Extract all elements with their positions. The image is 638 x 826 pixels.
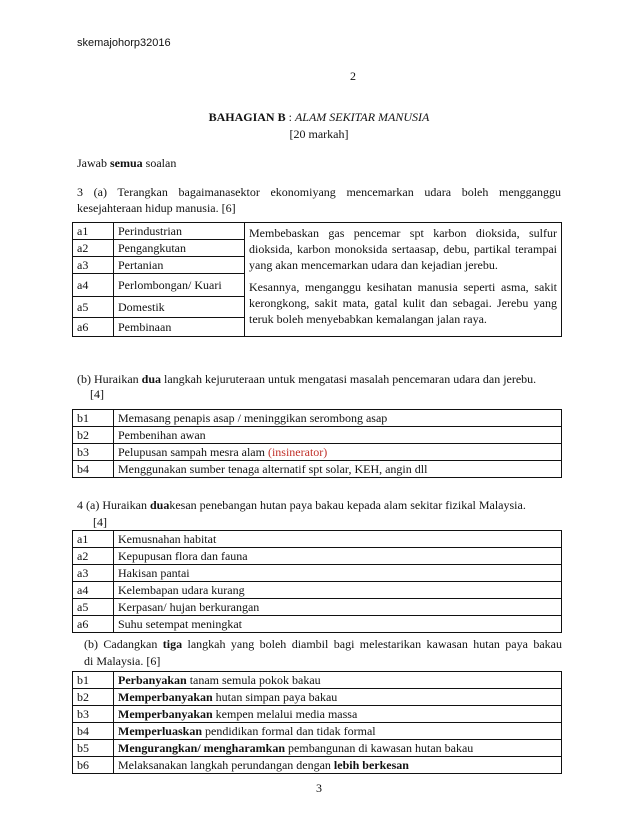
q3a-explanation-cell: [245, 223, 562, 337]
row-code: a4: [73, 582, 114, 599]
row-text-highlight: (insinerator): [267, 445, 328, 459]
row-code: a6: [73, 616, 114, 633]
q4a-post: kesan penebangan hutan paya bakau kepada alam sekitar fizikal Malaysia.: [169, 498, 526, 512]
row-text-main: Pelupusan sampah mesra alam: [118, 445, 268, 459]
row-text: [114, 706, 562, 723]
row-text-bold: Perbanyakan: [118, 673, 187, 687]
section-title-bold: BAHAGIAN B: [208, 110, 286, 124]
row-text-bold: Mengurangkan/ mengharamkan: [118, 741, 286, 755]
q3a-line1: 3 (a) Terangkan bagaimanasektor ekonomiyang mencemarkan udara boleh mengganggu: [77, 185, 561, 199]
row-text-bold: Memperbanyakan: [118, 707, 213, 721]
row-code: a3: [73, 565, 114, 582]
table-row: [73, 689, 562, 706]
q3b-pre: (b) Huraikan: [77, 372, 142, 386]
q4b-bold: tiga: [162, 637, 183, 651]
table-row: [73, 757, 562, 774]
row-text: Pembinaan: [114, 318, 245, 337]
q3b-question: [77, 371, 536, 387]
q4a-table: [72, 530, 562, 633]
page-number-bottom: 3: [316, 781, 322, 795]
table-row: [73, 723, 562, 740]
row-text: Domestik: [114, 297, 245, 318]
table-row: [73, 740, 562, 757]
q3b-marks: [4]: [90, 387, 104, 401]
q4b-question: [84, 636, 562, 652]
page-number-top: 2: [350, 69, 356, 83]
q3b-table: [72, 409, 562, 478]
row-code: b5: [73, 740, 114, 757]
q4a-marks: [4]: [93, 515, 107, 529]
table-row: [73, 427, 562, 444]
row-code: b4: [73, 461, 114, 478]
table-row: [73, 706, 562, 723]
document-id: skemajohorp32016: [77, 37, 171, 49]
q3a-table: [72, 222, 562, 337]
instruction-post: soalan: [142, 156, 177, 170]
q4a-question: [77, 497, 526, 513]
row-code: b2: [73, 427, 114, 444]
q4b-pre: (b) Cadangkan: [84, 637, 163, 651]
row-text: Kerpasan/ hujan berkurangan: [114, 599, 562, 616]
table-row: [73, 410, 562, 427]
row-text-main: kempen melalui media massa: [212, 707, 358, 721]
row-code: a1: [73, 223, 114, 240]
instruction: [77, 155, 176, 171]
row-text: [114, 672, 562, 689]
row-code: b6: [73, 757, 114, 774]
q3b-bold: dua: [141, 372, 161, 386]
row-text: Kemusnahan habitat: [114, 531, 562, 548]
row-text: Menggunakan sumber tenaga alternatif spt solar, KEH, angin dll: [114, 461, 562, 478]
table-row: [73, 461, 562, 478]
row-text: [114, 740, 562, 757]
q3a-paragraph-2: Kesannya, menganggu kesihatan manusia seperti asma, sakit kerongkong, sakit mata, gatal kulit dan sebagai. Jerebu yang teruk boleh menyebabkan kemalangan jalan raya.: [249, 280, 557, 326]
table-row: [73, 444, 562, 461]
q4b-table: [72, 671, 562, 774]
row-text-main: pembangunan di kawasan hutan bakau: [285, 741, 474, 755]
table-row: [73, 672, 562, 689]
row-text-bold: lebih berkesan: [333, 758, 409, 772]
row-text-bold: Memperluaskan: [118, 724, 202, 738]
table-row: [73, 223, 562, 240]
row-code: b3: [73, 706, 114, 723]
row-code: a2: [73, 240, 114, 257]
row-text-bold: Memperbanyakan: [118, 690, 213, 704]
row-text-main: tanam semula pokok bakau: [186, 673, 321, 687]
row-code: b3: [73, 444, 114, 461]
row-text: [114, 689, 562, 706]
row-code: b4: [73, 723, 114, 740]
row-text: Pembenihan awan: [114, 427, 562, 444]
row-code: a5: [73, 599, 114, 616]
row-code: b2: [73, 689, 114, 706]
q3a-line2: kesejahteraan hidup manusia. [6]: [77, 201, 236, 215]
q4b-post: langkah yang boleh diambil bagi melestarikan kawasan hutan paya bakau: [182, 637, 562, 651]
row-code: a2: [73, 548, 114, 565]
row-text: Memasang penapis asap / meninggikan serombong asap: [114, 410, 562, 427]
row-text-main: hutan simpan paya bakau: [212, 690, 338, 704]
table-row: [73, 531, 562, 548]
row-text-main: Melaksanakan langkah perundangan dengan: [118, 758, 334, 772]
row-code: a3: [73, 257, 114, 274]
instruction-bold: semua: [110, 156, 143, 170]
row-code: b1: [73, 672, 114, 689]
row-text: Suhu setempat meningkat: [114, 616, 562, 633]
section-title-sep: :: [285, 110, 295, 124]
q3a-paragraph-1: Membebaskan gas pencemar spt karbon dioksida, sulfur dioksida, karbon monoksida sertaasap, debu, partikal terampai yang akan mencemarkan udara dan kejadian jerebu.: [249, 226, 557, 272]
row-text: Pertanian: [114, 257, 245, 274]
row-code: a1: [73, 531, 114, 548]
q4b-line2: di Malaysia. [6]: [84, 654, 161, 668]
row-code: a6: [73, 318, 114, 337]
table-row: [73, 582, 562, 599]
q4a-bold: dua: [149, 498, 170, 512]
q3b-post: langkah kejuruteraan untuk mengatasi masalah pencemaran udara dan jerebu.: [161, 372, 537, 386]
row-code: a5: [73, 297, 114, 318]
row-text: Perindustrian: [114, 223, 245, 240]
row-text: Kepupusan flora dan fauna: [114, 548, 562, 565]
table-row: [73, 616, 562, 633]
row-text: Perlombongan/ Kuari: [114, 274, 245, 297]
section-title: [0, 110, 638, 125]
instruction-pre: Jawab: [77, 156, 110, 170]
section-title-italic: ALAM SEKITAR MANUSIA: [294, 110, 430, 124]
row-text: Hakisan pantai: [114, 565, 562, 582]
row-text: [114, 444, 562, 461]
row-code: b1: [73, 410, 114, 427]
q4a-pre: 4 (a) Huraikan: [77, 498, 150, 512]
row-text: [114, 757, 562, 774]
row-text: Pengangkutan: [114, 240, 245, 257]
row-text: Kelembapan udara kurang: [114, 582, 562, 599]
table-row: [73, 599, 562, 616]
row-text-main: pendidikan formal dan tidak formal: [202, 724, 376, 738]
row-text: [114, 723, 562, 740]
table-row: [73, 548, 562, 565]
section-marks: [20 markah]: [289, 127, 349, 141]
row-code: a4: [73, 274, 114, 297]
table-row: [73, 565, 562, 582]
